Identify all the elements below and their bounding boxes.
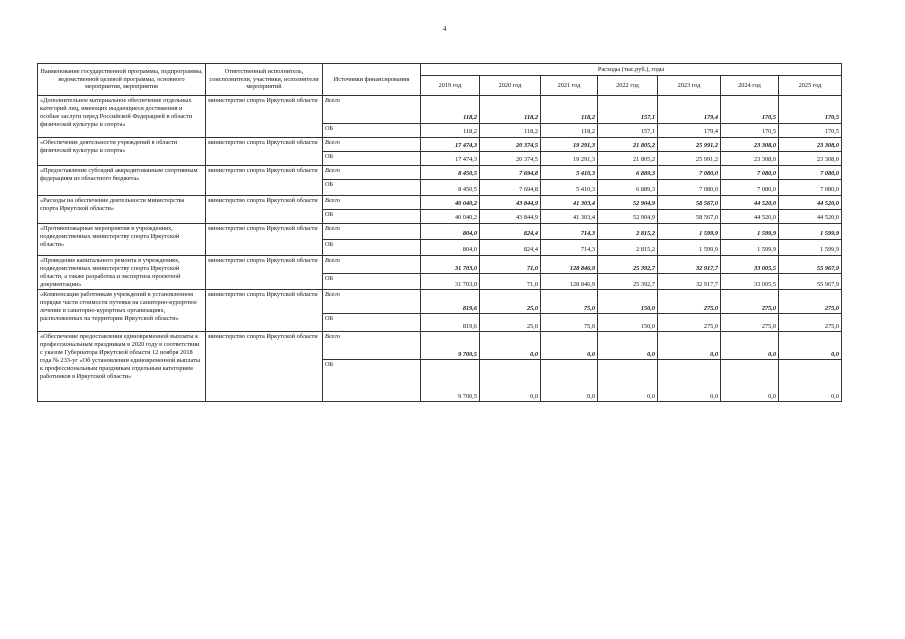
total-value: 0,0 — [721, 332, 779, 360]
total-value: 275,0 — [658, 290, 721, 314]
total-value: 714,3 — [541, 224, 598, 240]
ob-value: 5 410,3 — [541, 180, 598, 196]
header-year: 2023 год — [658, 76, 721, 96]
header-year: 2025 год — [779, 76, 842, 96]
table-row — [38, 96, 842, 124]
ob-value: 25 392,7 — [598, 274, 658, 290]
table-row — [38, 256, 842, 274]
ob-value: 824,4 — [480, 240, 541, 256]
source-ob: ОБ — [323, 152, 421, 166]
total-value: 6 889,3 — [598, 166, 658, 180]
total-value: 170,5 — [721, 96, 779, 124]
source-ob: ОБ — [323, 180, 421, 196]
total-value: 43 844,9 — [480, 196, 541, 210]
ob-value: 275,0 — [658, 314, 721, 332]
total-value: 21 805,2 — [598, 138, 658, 152]
header-name: Наименование государственной программы, подпрограммы, ведомственной целевой программы, основного мероприятия, мероприятия — [38, 64, 206, 96]
ob-value: 7 080,0 — [721, 180, 779, 196]
ob-value: 179,4 — [658, 124, 721, 138]
ob-value: 819,6 — [421, 314, 480, 332]
ob-value: 75,0 — [541, 314, 598, 332]
ob-value: 1 599,9 — [779, 240, 842, 256]
total-value: 23 308,0 — [721, 138, 779, 152]
executor: министерство спорта Иркутской области — [206, 138, 323, 166]
source-ob: ОБ — [323, 240, 421, 256]
ob-value: 157,1 — [598, 124, 658, 138]
ob-value: 128 846,9 — [541, 274, 598, 290]
budget-table — [37, 63, 842, 402]
total-value: 0,0 — [779, 332, 842, 360]
total-value: 170,5 — [779, 96, 842, 124]
executor: министерство спорта Иркутской области — [206, 256, 323, 290]
table-row — [38, 196, 842, 210]
total-value: 1 599,9 — [779, 224, 842, 240]
executor: министерство спорта Иркутской области — [206, 96, 323, 138]
total-value: 75,0 — [541, 290, 598, 314]
ob-value: 32 917,7 — [658, 274, 721, 290]
total-value: 19 291,3 — [541, 138, 598, 152]
total-value: 55 967,9 — [779, 256, 842, 274]
ob-value: 25 991,2 — [658, 152, 721, 166]
header-year: 2022 год — [598, 76, 658, 96]
total-value: 1 599,9 — [658, 224, 721, 240]
executor: министерство спорта Иркутской области — [206, 224, 323, 256]
total-value: 44 520,0 — [721, 196, 779, 210]
ob-value: 1 599,9 — [721, 240, 779, 256]
ob-value: 9 700,5 — [421, 360, 480, 402]
ob-value: 20 374,5 — [480, 152, 541, 166]
header-expenses: Расходы (тыс.руб.), годы — [421, 64, 842, 76]
ob-value: 804,0 — [421, 240, 480, 256]
total-value: 41 303,4 — [541, 196, 598, 210]
source-total: Всего — [323, 96, 421, 124]
total-value: 25 991,2 — [658, 138, 721, 152]
total-value: 118,2 — [541, 96, 598, 124]
total-value: 71,0 — [480, 256, 541, 274]
ob-value: 118,2 — [480, 124, 541, 138]
source-ob: ОБ — [323, 314, 421, 332]
ob-value: 0,0 — [779, 360, 842, 402]
activity-name: «Обеспечение предоставления единовременной выплаты к профессиональным праздникам в 2020 году в соответствии с указом Губернатора Иркутской области 12 ноября 2018 года № 233-уг «Об установлении единовременной выплаты к профессиональным праздникам отдельным категориям работников в Иркутской области» — [38, 332, 206, 402]
total-value: 23 308,0 — [779, 138, 842, 152]
header-year: 2020 год — [480, 76, 541, 96]
ob-value: 33 005,5 — [721, 274, 779, 290]
total-value: 9 700,5 — [421, 332, 480, 360]
ob-value: 44 520,0 — [779, 210, 842, 224]
total-value: 33 005,5 — [721, 256, 779, 274]
total-value: 118,2 — [421, 96, 480, 124]
total-value: 179,4 — [658, 96, 721, 124]
total-value: 20 374,5 — [480, 138, 541, 152]
table-row — [38, 138, 842, 152]
header-year: 2021 год — [541, 76, 598, 96]
total-value: 17 474,3 — [421, 138, 480, 152]
executor: министерство спорта Иркутской области — [206, 290, 323, 332]
total-value: 1 599,9 — [721, 224, 779, 240]
ob-value: 150,0 — [598, 314, 658, 332]
header-year: 2024 год — [721, 76, 779, 96]
executor: министерство спорта Иркутской области — [206, 196, 323, 224]
total-value: 275,0 — [779, 290, 842, 314]
source-total: Всего — [323, 332, 421, 360]
activity-name: «Предоставление субсидий аккредитованным спортивным федерациям из областного бюджета» — [38, 166, 206, 196]
header-executor: Ответственный исполнитель, соисполнители, участники, исполнители мероприятий — [206, 64, 323, 96]
total-value: 157,1 — [598, 96, 658, 124]
ob-value: 0,0 — [480, 360, 541, 402]
total-value: 40 040,2 — [421, 196, 480, 210]
ob-value: 118,2 — [421, 124, 480, 138]
ob-value: 714,3 — [541, 240, 598, 256]
total-value: 25,0 — [480, 290, 541, 314]
table-row — [38, 290, 842, 314]
ob-value: 7 080,0 — [779, 180, 842, 196]
ob-value: 17 474,3 — [421, 152, 480, 166]
source-ob: ОБ — [323, 210, 421, 224]
total-value: 0,0 — [480, 332, 541, 360]
source-total: Всего — [323, 256, 421, 274]
ob-value: 52 904,9 — [598, 210, 658, 224]
ob-value: 2 815,2 — [598, 240, 658, 256]
ob-value: 1 599,9 — [658, 240, 721, 256]
total-value: 0,0 — [658, 332, 721, 360]
total-value: 52 904,9 — [598, 196, 658, 210]
executor: министерство спорта Иркутской области — [206, 332, 323, 402]
ob-value: 58 567,0 — [658, 210, 721, 224]
ob-value: 0,0 — [658, 360, 721, 402]
ob-value: 44 520,0 — [721, 210, 779, 224]
ob-value: 275,0 — [779, 314, 842, 332]
ob-value: 170,5 — [779, 124, 842, 138]
header-year: 2019 год — [421, 76, 480, 96]
total-value: 58 567,0 — [658, 196, 721, 210]
source-ob: ОБ — [323, 274, 421, 290]
ob-value: 7 080,0 — [658, 180, 721, 196]
total-value: 0,0 — [598, 332, 658, 360]
total-value: 0,0 — [541, 332, 598, 360]
activity-name: «Дополнительное материальное обеспечение отдельных категорий лиц, имеющих выдающиеся достижения и особые заслуги перед Российской Федерацией в области физической культуры и спорта» — [38, 96, 206, 138]
activity-name: «Проведение капитального ремонта в учреждениях, подведомственных министерству спорта Иркутской области, а также разработка и экспертиза проектной документации» — [38, 256, 206, 290]
source-total: Всего — [323, 224, 421, 240]
ob-value: 118,2 — [541, 124, 598, 138]
source-ob: ОБ — [323, 360, 421, 402]
total-value: 7 694,8 — [480, 166, 541, 180]
page-number: 4 — [443, 25, 447, 33]
activity-name: «Обеспечение деятельности учреждений в области физической культуры и спорта» — [38, 138, 206, 166]
ob-value: 41 303,4 — [541, 210, 598, 224]
ob-value: 31 703,0 — [421, 274, 480, 290]
ob-value: 25,0 — [480, 314, 541, 332]
source-total: Всего — [323, 138, 421, 152]
total-value: 25 392,7 — [598, 256, 658, 274]
ob-value: 0,0 — [598, 360, 658, 402]
total-value: 275,0 — [721, 290, 779, 314]
total-value: 824,4 — [480, 224, 541, 240]
activity-name: «Расходы на обеспечение деятельности министерства спорта Иркутской области» — [38, 196, 206, 224]
ob-value: 55 967,9 — [779, 274, 842, 290]
ob-value: 23 308,0 — [721, 152, 779, 166]
total-value: 31 703,0 — [421, 256, 480, 274]
ob-value: 8 450,5 — [421, 180, 480, 196]
source-ob: ОБ — [323, 124, 421, 138]
total-value: 804,0 — [421, 224, 480, 240]
ob-value: 170,5 — [721, 124, 779, 138]
source-total: Всего — [323, 196, 421, 210]
total-value: 7 080,0 — [658, 166, 721, 180]
table-row — [38, 224, 842, 240]
ob-value: 6 889,3 — [598, 180, 658, 196]
table-row — [38, 166, 842, 180]
ob-value: 40 040,2 — [421, 210, 480, 224]
header-source: Источники финансирования — [323, 64, 421, 96]
activity-name: «Компенсация работникам учреждений в установленном порядке части стоимости путевки на санаторно-курортное лечение в санаторно-курортных организациях, расположенных на территории Иркутской области» — [38, 290, 206, 332]
ob-value: 0,0 — [541, 360, 598, 402]
total-value: 7 080,0 — [779, 166, 842, 180]
table-row — [38, 332, 842, 360]
total-value: 819,6 — [421, 290, 480, 314]
ob-value: 43 844,9 — [480, 210, 541, 224]
total-value: 150,0 — [598, 290, 658, 314]
ob-value: 0,0 — [721, 360, 779, 402]
activity-name: «Противопожарные мероприятия в учреждениях, подведомственных министерству спорта Иркутской области» — [38, 224, 206, 256]
executor: министерство спорта Иркутской области — [206, 166, 323, 196]
ob-value: 275,0 — [721, 314, 779, 332]
total-value: 128 846,9 — [541, 256, 598, 274]
ob-value: 7 694,8 — [480, 180, 541, 196]
ob-value: 71,0 — [480, 274, 541, 290]
ob-value: 19 291,3 — [541, 152, 598, 166]
total-value: 44 520,0 — [779, 196, 842, 210]
total-value: 7 080,0 — [721, 166, 779, 180]
total-value: 2 815,2 — [598, 224, 658, 240]
source-total: Всего — [323, 166, 421, 180]
source-total: Всего — [323, 290, 421, 314]
ob-value: 21 805,2 — [598, 152, 658, 166]
ob-value: 23 308,0 — [779, 152, 842, 166]
total-value: 5 410,3 — [541, 166, 598, 180]
total-value: 32 917,7 — [658, 256, 721, 274]
total-value: 8 450,5 — [421, 166, 480, 180]
total-value: 118,2 — [480, 96, 541, 124]
